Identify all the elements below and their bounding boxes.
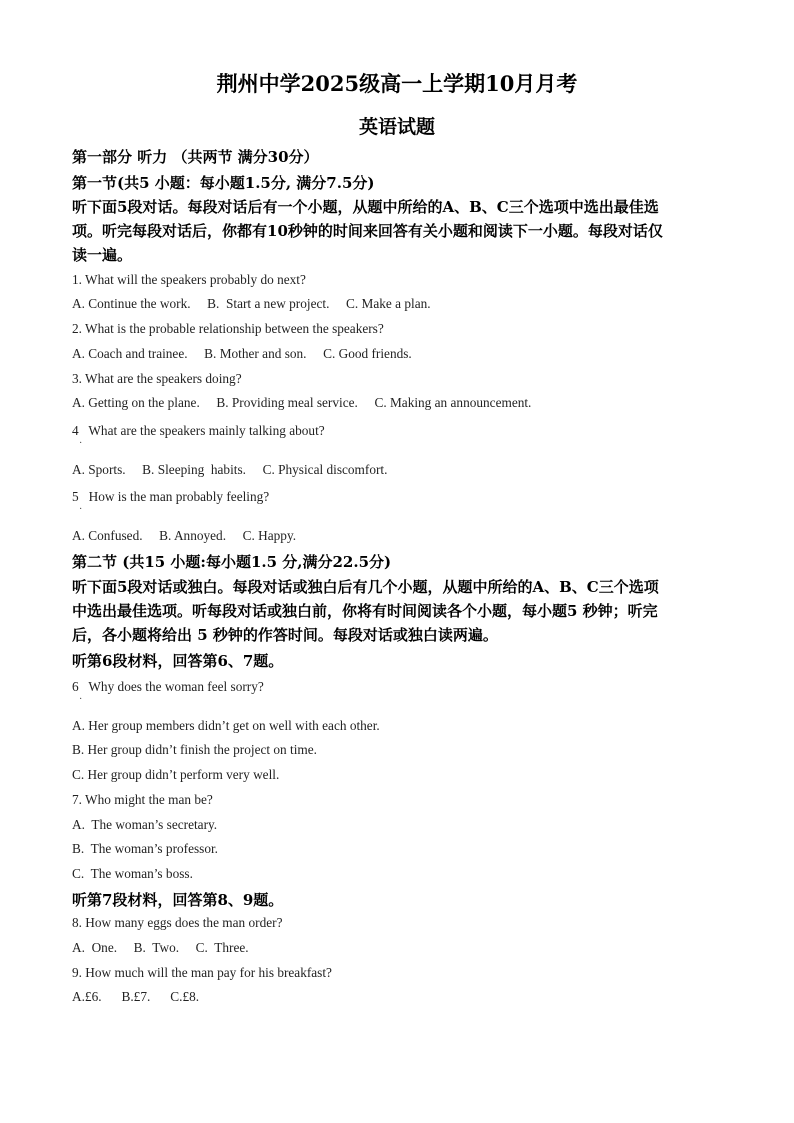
section1-instruction-line-2: 项。听完每段对话后，你都有10秒钟的时间来回答有关小题和阅读下一小题。每段对话仅 xyxy=(72,222,663,240)
question-4-options: A. Sports. B. Sleeping habits. C. Physical discomfort. xyxy=(72,462,388,477)
question-4-dot: · xyxy=(79,438,83,449)
question-7-option-b: B. The woman’s professor. xyxy=(72,841,219,856)
question-4: 4 What are the speakers mainly talking about? xyxy=(72,423,325,438)
question-9: 9. How much will the man pay for his breakfast? xyxy=(72,965,332,980)
question-3: 3. What are the speakers doing? xyxy=(72,371,242,386)
section2-instruction-line-1: 听下面5段对话或独白。每段对话或独白后有几个小题，从题中所给的A、B、C三个选项 xyxy=(72,578,659,596)
question-5-options: A. Confused. B. Annoyed. C. Happy. xyxy=(72,528,297,543)
section2-heading: 第二节 (共15 小题:每小题1.5 分,满分22.5分) xyxy=(72,553,392,571)
question-8-options: A. One. B. Two. C. Three. xyxy=(72,940,249,955)
question-2: 2. What is the probable relationship between the speakers? xyxy=(72,321,384,336)
question-7-option-c: C. The woman’s boss. xyxy=(72,866,193,881)
material-6-heading: 听第6段材料，回答第6、7题。 xyxy=(72,652,284,670)
question-9-options: A.£6. B.£7. C.£8. xyxy=(72,989,200,1004)
exam-title: 荆州中学2025级高一上学期10月月考 xyxy=(216,71,578,96)
question-5: 5 How is the man probably feeling? xyxy=(72,489,270,504)
question-6-option-b: B. Her group didn’t finish the project on time. xyxy=(72,742,317,757)
section1-instruction-line-3: 读一遍。 xyxy=(72,246,133,264)
question-1: 1. What will the speakers probably do next? xyxy=(72,272,306,287)
question-7-option-a: A. The woman’s secretary. xyxy=(72,817,218,832)
section2-instruction-line-3: 后，各小题将给出 5 秒钟的作答时间。每段对话或独白读两遍。 xyxy=(72,626,498,644)
question-3-options: A. Getting on the plane. B. Providing meal service. C. Making an announcement. xyxy=(72,395,532,410)
question-6-option-c: C. Her group didn’t perform very well. xyxy=(72,767,280,782)
question-6-option-a: A. Her group members didn’t get on well with each other. xyxy=(72,718,380,733)
question-8: 8. How many eggs does the man order? xyxy=(72,915,283,930)
section1-heading: 第一节(共5 小题：每小题1.5分, 满分7.5分) xyxy=(72,174,375,192)
section1-instruction-line-1: 听下面5段对话。每段对话后有一个小题，从题中所给的A、B、C三个选项中选出最佳选 xyxy=(72,198,659,216)
material-7-heading: 听第7段材料，回答第8、9题。 xyxy=(72,891,284,909)
part1-heading: 第一部分 听力 （共两节 满分30分） xyxy=(72,148,319,166)
question-1-options: A. Continue the work. B. Start a new project. C. Make a plan. xyxy=(72,296,431,311)
question-5-dot: · xyxy=(79,504,83,515)
question-2-options: A. Coach and trainee. B. Mother and son. C. Good friends. xyxy=(72,346,412,361)
exam-subtitle: 英语试题 xyxy=(358,116,435,138)
section2-instruction-line-2: 中选出最佳选项。听每段对话或独白前，你将有时间阅读各个小题，每小题5 秒钟；听完 xyxy=(72,602,658,620)
question-6: 6 Why does the woman feel sorry? xyxy=(72,679,264,694)
question-6-dot: · xyxy=(79,694,83,705)
question-7: 7. Who might the man be? xyxy=(72,792,213,807)
